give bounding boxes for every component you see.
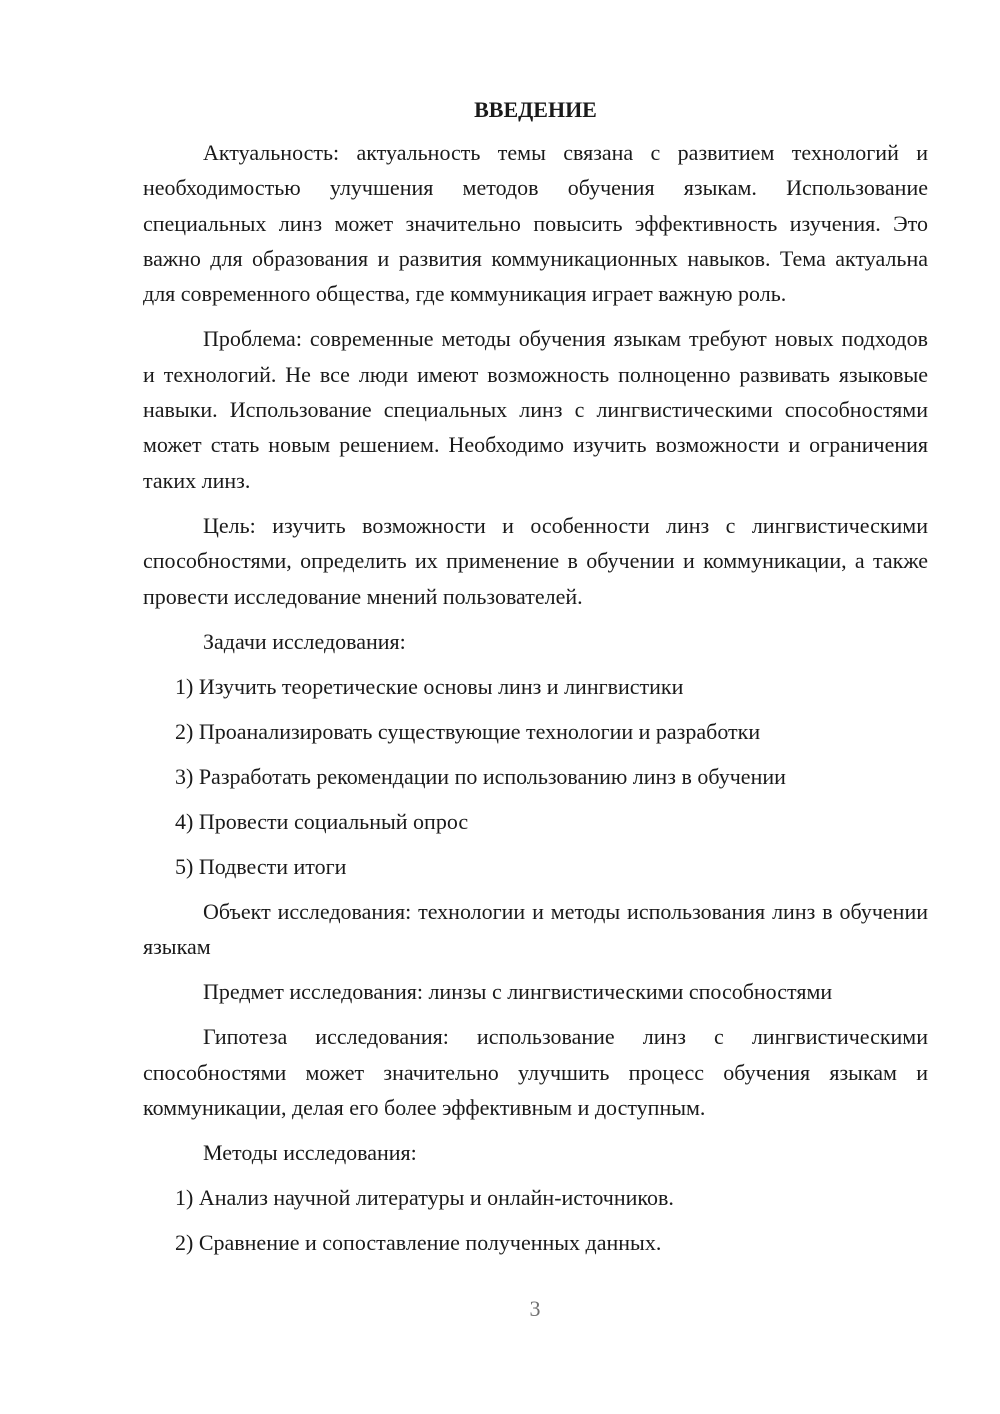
document-page [143,92,928,1270]
page-number: 3 [529,1296,541,1321]
paragraph-relevance: Актуальность: актуальность темы связана с развитием технологий и необходимостью улучшения методов обучения языкам. Использование специальных линз может значительно повысить эффективность изучения. Это важно для образования и развития коммуникационных навыков. Тема актуальна для современного общества, где коммуникация играет важную роль. [143,140,928,307]
paragraph-object: Объект исследования: технологии и методы использования линз в обучении языкам [143,898,928,960]
tasks-list [143,669,928,884]
task-item: 4) Провести социальный опрос [175,808,469,834]
method-item: 1) Анализ научной литературы и онлайн-источников. [175,1185,674,1211]
task-item: 2) Проанализировать существующие технологии и разработки [175,718,761,744]
paragraph-hypothesis: Гипотеза исследования: использование линз с лингвистическими способностями может значительно улучшить процесс обучения языкам и коммуникации, делая его более эффективным и доступным. [143,1024,928,1121]
paragraph-goal: Цель: изучить возможности и особенности линз с лингвистическими способностями, определить их применение в обучении и коммуникации, а также провести исследование мнений пользователей. [143,512,928,609]
task-item: 3) Разработать рекомендации по использованию линз в обучении [175,763,786,789]
task-item: 1) Изучить теоретические основы линз и лингвистики [175,673,684,699]
paragraph-subject: Предмет исследования: линзы с лингвистическими способностями [203,979,833,1005]
paragraph-problem: Проблема: современные методы обучения языкам требуют новых подходов и технологий. Не все люди имеют возможность полноценно развивать языковые навыки. Использование специальных линз с лингвистическими способностями может стать новым решением. Необходимо изучить возможности и ограничения таких линз. [143,326,928,493]
methods-list [143,1180,928,1260]
tasks-heading: Задачи исследования: [203,628,406,654]
method-item: 2) Сравнение и сопоставление полученных данных. [175,1230,662,1256]
section-title: ВВЕДЕНИЕ [474,97,597,122]
task-item: 5) Подвести итоги [175,853,347,879]
methods-heading: Методы исследования: [203,1140,417,1166]
